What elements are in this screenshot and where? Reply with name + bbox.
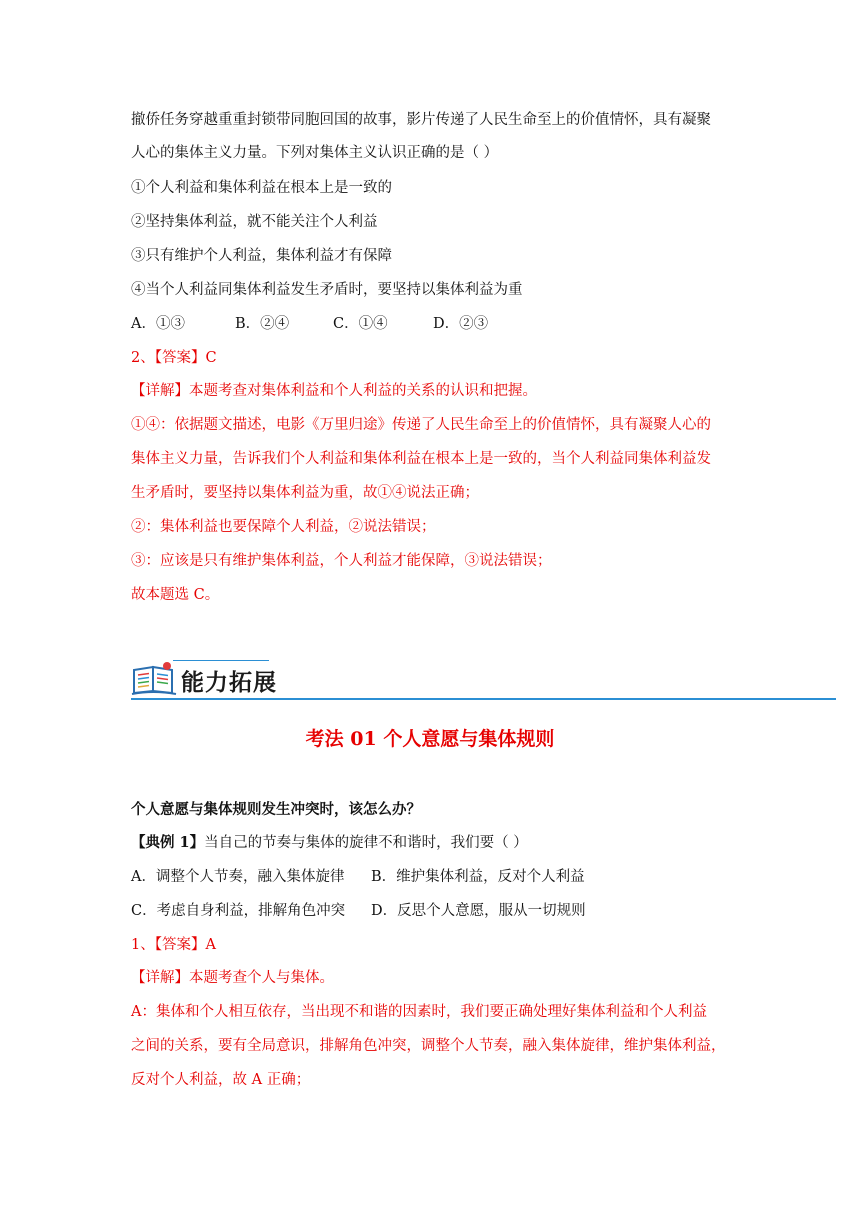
explanation-line: 之间的关系，要有全局意识，排解角色冲突，调整个人节奏，融入集体旋律，维护集体利益， bbox=[131, 1038, 726, 1054]
option-a: A．①③ bbox=[131, 316, 185, 332]
statement-item: ③只有维护个人利益，集体利益才有保障 bbox=[131, 248, 392, 264]
explanation-line: 故本题选 C。 bbox=[131, 587, 220, 603]
answer-line: 2、【答案】C bbox=[131, 350, 217, 366]
explanation-line: 集体主义力量，告诉我们个人利益和集体利益在根本上是一致的，当个人利益同集体利益发 bbox=[131, 451, 711, 467]
statement-item: ④当个人利益同集体利益发生矛盾时，要坚持以集体利益为重 bbox=[131, 282, 523, 298]
explanation-line: ②：集体利益也要保障个人利益，②说法错误； bbox=[131, 519, 436, 535]
answer-options bbox=[131, 867, 585, 887]
section-banner bbox=[131, 658, 836, 702]
explanation-line: 反对个人利益，故 A 正确； bbox=[131, 1072, 311, 1088]
banner-title: 能力拓展 bbox=[181, 670, 277, 696]
example-question: 当自己的节奏与集体的旋律不和谐时，我们要（ ） bbox=[204, 835, 528, 851]
option-c: C．①④ bbox=[333, 316, 388, 332]
answer-options bbox=[131, 314, 488, 334]
statement-item: ①个人利益和集体利益在根本上是一致的 bbox=[131, 180, 392, 196]
option-a: A．调整个人节奏，融入集体旋律 bbox=[131, 869, 345, 885]
explanation-line: 生矛盾时，要坚持以集体利益为重，故①④说法正确； bbox=[131, 485, 479, 501]
banner-top-rule bbox=[173, 660, 269, 661]
example-label: 【典例 1】 bbox=[131, 834, 205, 851]
option-b: B．维护集体利益，反对个人利益 bbox=[371, 869, 585, 885]
book-icon bbox=[131, 660, 177, 696]
explanation-line: 【详解】本题考查对集体利益和个人利益的关系的认识和把握。 bbox=[131, 383, 537, 399]
answer-options bbox=[131, 901, 586, 921]
example-stem bbox=[131, 833, 528, 853]
explanation-line: ③：应该是只有维护集体利益，个人利益才能保障，③说法错误； bbox=[131, 553, 552, 569]
explanation-line: A：集体和个人相互依存，当出现不和谐的因素时，我们要正确处理好集体利益和个人利益 bbox=[131, 1004, 707, 1020]
explanation-line: ①④：依据题文描述，电影《万里归途》传递了人民生命至上的价值情怀，具有凝聚人心的 bbox=[131, 417, 711, 433]
subheading: 个人意愿与集体规则发生冲突时，该怎么办？ bbox=[131, 801, 421, 818]
explanation-line: 【详解】本题考查个人与集体。 bbox=[131, 970, 334, 986]
banner-underline bbox=[131, 698, 836, 700]
question-stem-line: 人心的集体主义力量。下列对集体主义认识正确的是（ ） bbox=[131, 145, 499, 161]
option-d: D．反思个人意愿，服从一切规则 bbox=[371, 903, 586, 919]
question-stem-line: 撤侨任务穿越重重封锁带同胞回国的故事，影片传递了人民生命至上的价值情怀，具有凝聚 bbox=[131, 112, 711, 128]
section-title: 考法 01 个人意愿与集体规则 bbox=[305, 728, 555, 750]
option-b: B．②④ bbox=[235, 316, 290, 332]
answer-line: 1、【答案】A bbox=[131, 937, 216, 953]
option-c: C．考虑自身利益，排解角色冲突 bbox=[131, 903, 346, 919]
option-d: D．②③ bbox=[433, 316, 489, 332]
statement-item: ②坚持集体利益，就不能关注个人利益 bbox=[131, 214, 378, 230]
